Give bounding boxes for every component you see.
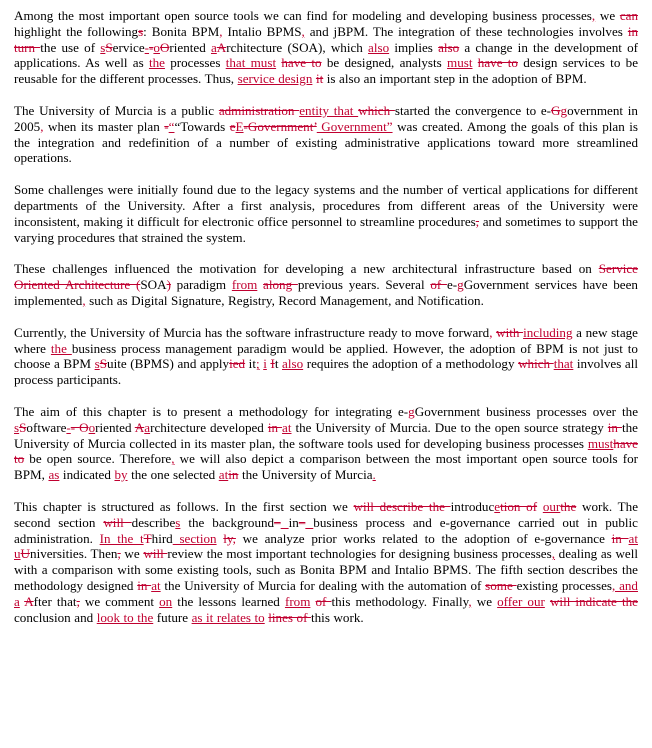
text-run-kept: the University of Murcia. Due to the open source strategy — [291, 419, 608, 435]
text-run-kept: ervice — [112, 39, 145, 55]
text-run-kept: paradigm — [170, 277, 232, 293]
text-run-ins: also — [282, 356, 304, 372]
text-run-kept: riented — [169, 39, 211, 55]
text-run-kept: rchitecture developed — [150, 419, 268, 435]
text-run-kept: the University of Murcia collected in its master plan, the software tools used for developing business processes — [14, 419, 638, 451]
text-run-del: – — [274, 514, 281, 530]
text-run-kept: a change in the development of applications. As well as — [14, 39, 638, 71]
text-run-del: U — [20, 546, 31, 562]
text-run-ins: s — [100, 39, 106, 55]
text-run-del: s — [138, 23, 144, 39]
text-run-del: O — [159, 39, 170, 55]
text-run-kept: requires the adoption of a methodology — [303, 356, 519, 372]
text-run-kept: this work. — [311, 609, 364, 625]
text-run-ins: , — [40, 118, 44, 134]
text-run-del: in — [267, 419, 283, 435]
text-run-kept: implies — [389, 39, 439, 55]
text-run-kept: previous years. Several — [297, 277, 431, 293]
text-run-kept: oftware — [26, 419, 67, 435]
text-run-kept: highlight the following — [14, 23, 139, 39]
text-run-del: with — [496, 324, 524, 340]
text-run-kept: t — [274, 356, 283, 372]
text-run-del: will indicate the — [549, 593, 638, 609]
text-run-kept: The University of Murcia is a public — [14, 102, 219, 118]
text-run-kept: These challenges influenced the motivation for developing a new architectural infrastructure based on — [14, 261, 599, 277]
text-run-ins: offer our — [497, 593, 545, 609]
text-run-kept: this methodology. Finally — [331, 593, 469, 609]
text-run-del: have to — [477, 55, 518, 71]
text-run-del: ied — [229, 356, 246, 372]
text-run-del: A — [216, 39, 227, 55]
text-run-del: S — [19, 419, 27, 435]
text-run-kept: review the most important technologies for designing business processes — [167, 546, 552, 562]
text-run-del: , — [117, 546, 121, 562]
text-run-ins: o — [153, 39, 160, 55]
text-run-ins: our — [542, 498, 561, 514]
text-run-del: which — [358, 102, 395, 118]
text-run-ins: In the t — [99, 530, 144, 546]
text-run-ins: must — [447, 55, 473, 71]
paragraph-1 — [14, 8, 638, 87]
text-run-kept: indicated — [59, 467, 115, 483]
text-run-ins: . — [372, 467, 376, 483]
text-run-kept: SOA — [140, 277, 167, 293]
text-run-kept: existing processes — [516, 577, 613, 593]
text-run-ins: from — [284, 593, 311, 609]
text-run-kept: dealing as well with a comparison with some existing tools, such as Bonita BPM and Intalio BPMS. The fifth section describes the methodology designed — [14, 546, 638, 593]
text-run-ins: , — [489, 324, 493, 340]
text-run-kept: the lessons learned — [172, 593, 285, 609]
text-run-del: A — [24, 593, 34, 609]
text-run-kept: conclusion and — [14, 609, 97, 625]
text-run-kept: the University of Murcia — [238, 467, 373, 483]
text-run-del: in turn — [14, 23, 639, 55]
text-run-del: G — [551, 102, 561, 118]
text-run-kept: we — [120, 546, 144, 562]
text-run-del: e — [229, 118, 236, 134]
text-run-ins: at — [218, 467, 229, 483]
text-run-kept: future — [153, 609, 192, 625]
text-run-kept: the University of Murcia for dealing with the automation of — [160, 577, 486, 593]
text-run-kept: e- — [446, 277, 458, 293]
text-run-kept: overnment in 2005 — [14, 102, 638, 134]
text-run-kept: and sometimes to support the varying procedures that strained the system. — [14, 213, 638, 245]
text-run-ins: that must — [225, 55, 277, 71]
text-run-kept: describe — [131, 514, 176, 530]
text-run-del: , — [475, 213, 480, 229]
text-run-ins: s — [94, 356, 100, 372]
text-run-del: will describe the — [353, 498, 451, 514]
text-run-kept: we comment — [79, 593, 160, 609]
text-run-del: will — [143, 546, 168, 562]
text-run-ins — [281, 515, 289, 530]
text-run-kept: we will also depict a comparison between the most important open source tools for BPM, — [14, 451, 638, 483]
text-run-del: have to — [281, 55, 322, 71]
text-run-ins: on — [159, 593, 173, 609]
text-run-kept: : Bonita BPM — [143, 23, 220, 39]
text-run-kept: involves all process participants. — [14, 356, 638, 388]
text-run-ins: , — [301, 23, 305, 39]
text-run-kept: work. The second section — [14, 498, 639, 530]
text-run-ins: that — [553, 356, 574, 372]
text-run-del: Service Oriented Architecture — [14, 261, 638, 293]
text-run-del: in — [611, 530, 629, 546]
paragraph-3 — [14, 182, 638, 245]
text-run-kept: business process and e-governance carried out in public administration. — [14, 514, 638, 546]
text-run-ins: e — [494, 498, 501, 514]
text-run-kept: we analyze prior works related to the adoption of e-governance — [235, 530, 612, 546]
text-run-kept: fter that — [33, 593, 77, 609]
text-run-kept: be open source. Therefore — [24, 451, 172, 467]
text-run-ins: ; — [255, 356, 260, 372]
text-run-ins: , — [551, 546, 555, 562]
text-run-kept: riented — [95, 419, 135, 435]
text-run-del: will — [103, 514, 132, 530]
text-run-kept: the use of — [40, 39, 101, 55]
text-run-ins: at — [151, 577, 161, 593]
text-run-del: some — [485, 577, 517, 593]
text-run-kept: Currently, the University of Murcia has the software infrastructure ready to move forward — [14, 324, 490, 340]
text-run-kept: niversities. Then — [30, 546, 118, 562]
text-run-ins: service design — [237, 71, 313, 87]
text-run-del: it — [315, 71, 324, 87]
text-run-kept: in — [288, 514, 299, 530]
text-run-ins: i — [263, 356, 267, 372]
text-run-ins: g — [457, 277, 464, 293]
text-run-kept: The aim of this chapter is to present a methodology for integrating e- — [14, 403, 409, 419]
text-run-del: the — [560, 498, 577, 514]
text-run-del: S — [105, 39, 113, 55]
text-run-del: which — [518, 356, 554, 372]
text-run-kept: design services to be reusable for the different processes. Thus, — [14, 55, 639, 87]
text-run-del: have to — [14, 435, 638, 467]
text-run-ins: as — [48, 467, 60, 483]
text-run-ins: also — [368, 39, 390, 55]
text-run-ins: section — [172, 530, 217, 546]
text-run-del: lines of — [268, 609, 311, 625]
text-run-ins: , — [591, 8, 596, 23]
text-run-kept: was created. Among the goals of this plan is the integration and redefinition of a number of existing administrative applications toward more streamlined operations. — [14, 118, 639, 166]
text-run-ins: - — [66, 419, 71, 435]
text-run-ins: , — [171, 451, 175, 467]
text-run-del: A — [134, 419, 145, 435]
text-run-del: S — [99, 356, 108, 372]
text-run-kept: Some challenges were initially found due to the legacy systems and the number of vertical applications for different departments of the University. After a first analysis, procedures from different areas of the University were inconsistent, making it difficult for electronic office personnel to streamline procedures — [14, 182, 638, 229]
text-run-ins: at — [282, 419, 292, 435]
text-run-ins: s — [175, 514, 181, 530]
text-run-kept: is also an important step in the adoption of BPM. — [323, 71, 587, 87]
paragraph-4 — [14, 261, 638, 308]
paragraph-7 — [14, 499, 638, 625]
text-run-kept: when its master plan — [43, 118, 165, 134]
text-run-kept: Among the most important open source tools we can find for modeling and developing business processes — [14, 8, 592, 23]
text-run-del: - — [164, 118, 169, 134]
text-run-kept: This chapter is structured as follows. In the first section we — [14, 498, 354, 514]
text-run-ins: u — [14, 546, 21, 562]
text-run-del: - — [149, 39, 154, 55]
text-run-del: in — [607, 419, 622, 435]
text-run-kept: G — [463, 277, 474, 293]
text-run-del: I — [270, 356, 275, 372]
text-run-kept: introduc — [450, 498, 495, 514]
text-run-ins: entity that — [299, 102, 359, 118]
text-run-del: - — [70, 419, 80, 435]
text-run-ins: - — [144, 39, 150, 55]
text-run-ins: “ — [168, 118, 175, 134]
text-run-del: in — [228, 467, 239, 483]
text-run-ins: including — [523, 324, 573, 340]
text-run-ins: at — [628, 530, 638, 546]
text-run-kept: we — [471, 593, 498, 609]
text-run-ins: E — [235, 118, 244, 134]
text-run-del: , — [76, 593, 80, 609]
text-run-kept: “Towards — [174, 118, 230, 134]
text-run-del: ) — [166, 277, 171, 293]
text-run-kept: uite (BPMS) and apply — [107, 356, 230, 372]
text-run-del: ly, — [223, 530, 236, 546]
paragraph-2 — [14, 103, 638, 166]
text-run-kept: the background — [180, 514, 275, 530]
text-run-del: in — [137, 577, 152, 593]
text-run-kept: a new stage where — [14, 324, 638, 356]
text-run-kept: it — [245, 356, 256, 372]
text-run-ins: g — [408, 403, 415, 419]
text-run-kept: overnment services have been implemented — [14, 277, 638, 308]
text-run-del: can — [619, 8, 638, 23]
text-run-kept: such as Digital Signature, Registry, Record Management, and Notification. — [85, 292, 484, 308]
text-run-ins: the — [148, 55, 165, 71]
text-run-kept: Intalio BPMS — [222, 23, 302, 39]
text-run-kept: processes — [164, 55, 226, 71]
text-run-ins: o — [88, 419, 96, 435]
text-run-del: administration — [218, 102, 300, 118]
text-run-ins: , — [468, 593, 472, 609]
text-run-ins: the — [50, 340, 72, 356]
text-run-del: O — [79, 419, 89, 435]
text-run-del: tion of — [500, 498, 538, 514]
text-run-kept: and jBPM. The integration of these technologies involves — [304, 23, 628, 39]
text-run-kept: G — [414, 403, 425, 419]
text-run-ins: a — [210, 39, 217, 55]
text-run-kept: the one selected — [127, 467, 219, 483]
text-run-del: ( — [135, 277, 141, 293]
text-run-kept: business process management paradigm would be applied. However, the adoption of BPM is not just to choose a BPM — [14, 340, 638, 372]
text-run-del: – — [298, 514, 306, 530]
paragraph-6 — [14, 404, 638, 483]
text-run-del: T — [143, 530, 152, 546]
text-run-ins: by — [114, 467, 128, 483]
text-run-ins: must — [587, 435, 614, 451]
text-run-ins: from — [231, 277, 258, 293]
text-run-ins: , — [219, 23, 223, 39]
text-run-ins: , — [82, 292, 86, 308]
text-run-kept: rchitecture (SOA), which — [226, 39, 369, 55]
text-run-kept: we — [595, 8, 620, 23]
text-run-kept: be designed, analysts — [321, 55, 448, 71]
paragraph-5 — [14, 325, 638, 388]
text-run-ins: look to the — [96, 609, 154, 625]
text-run-del: also — [438, 39, 460, 55]
text-run-ins: Government” — [316, 118, 393, 134]
text-run-kept: started the convergence to e- — [394, 102, 552, 118]
text-run-kept: overnment business processes over the — [424, 403, 639, 419]
text-run-ins: , and a — [14, 577, 638, 609]
text-run-ins: as it relates to — [191, 609, 265, 625]
text-run-del: of — [430, 277, 447, 293]
text-run-ins: s — [14, 419, 20, 435]
text-run-ins: g — [560, 102, 568, 118]
text-run-ins: a — [144, 419, 151, 435]
text-run-del: of — [315, 593, 332, 609]
text-run-kept: hird — [151, 530, 173, 546]
text-run-del: -Government’ — [243, 118, 317, 134]
text-run-del: along — [263, 277, 298, 293]
